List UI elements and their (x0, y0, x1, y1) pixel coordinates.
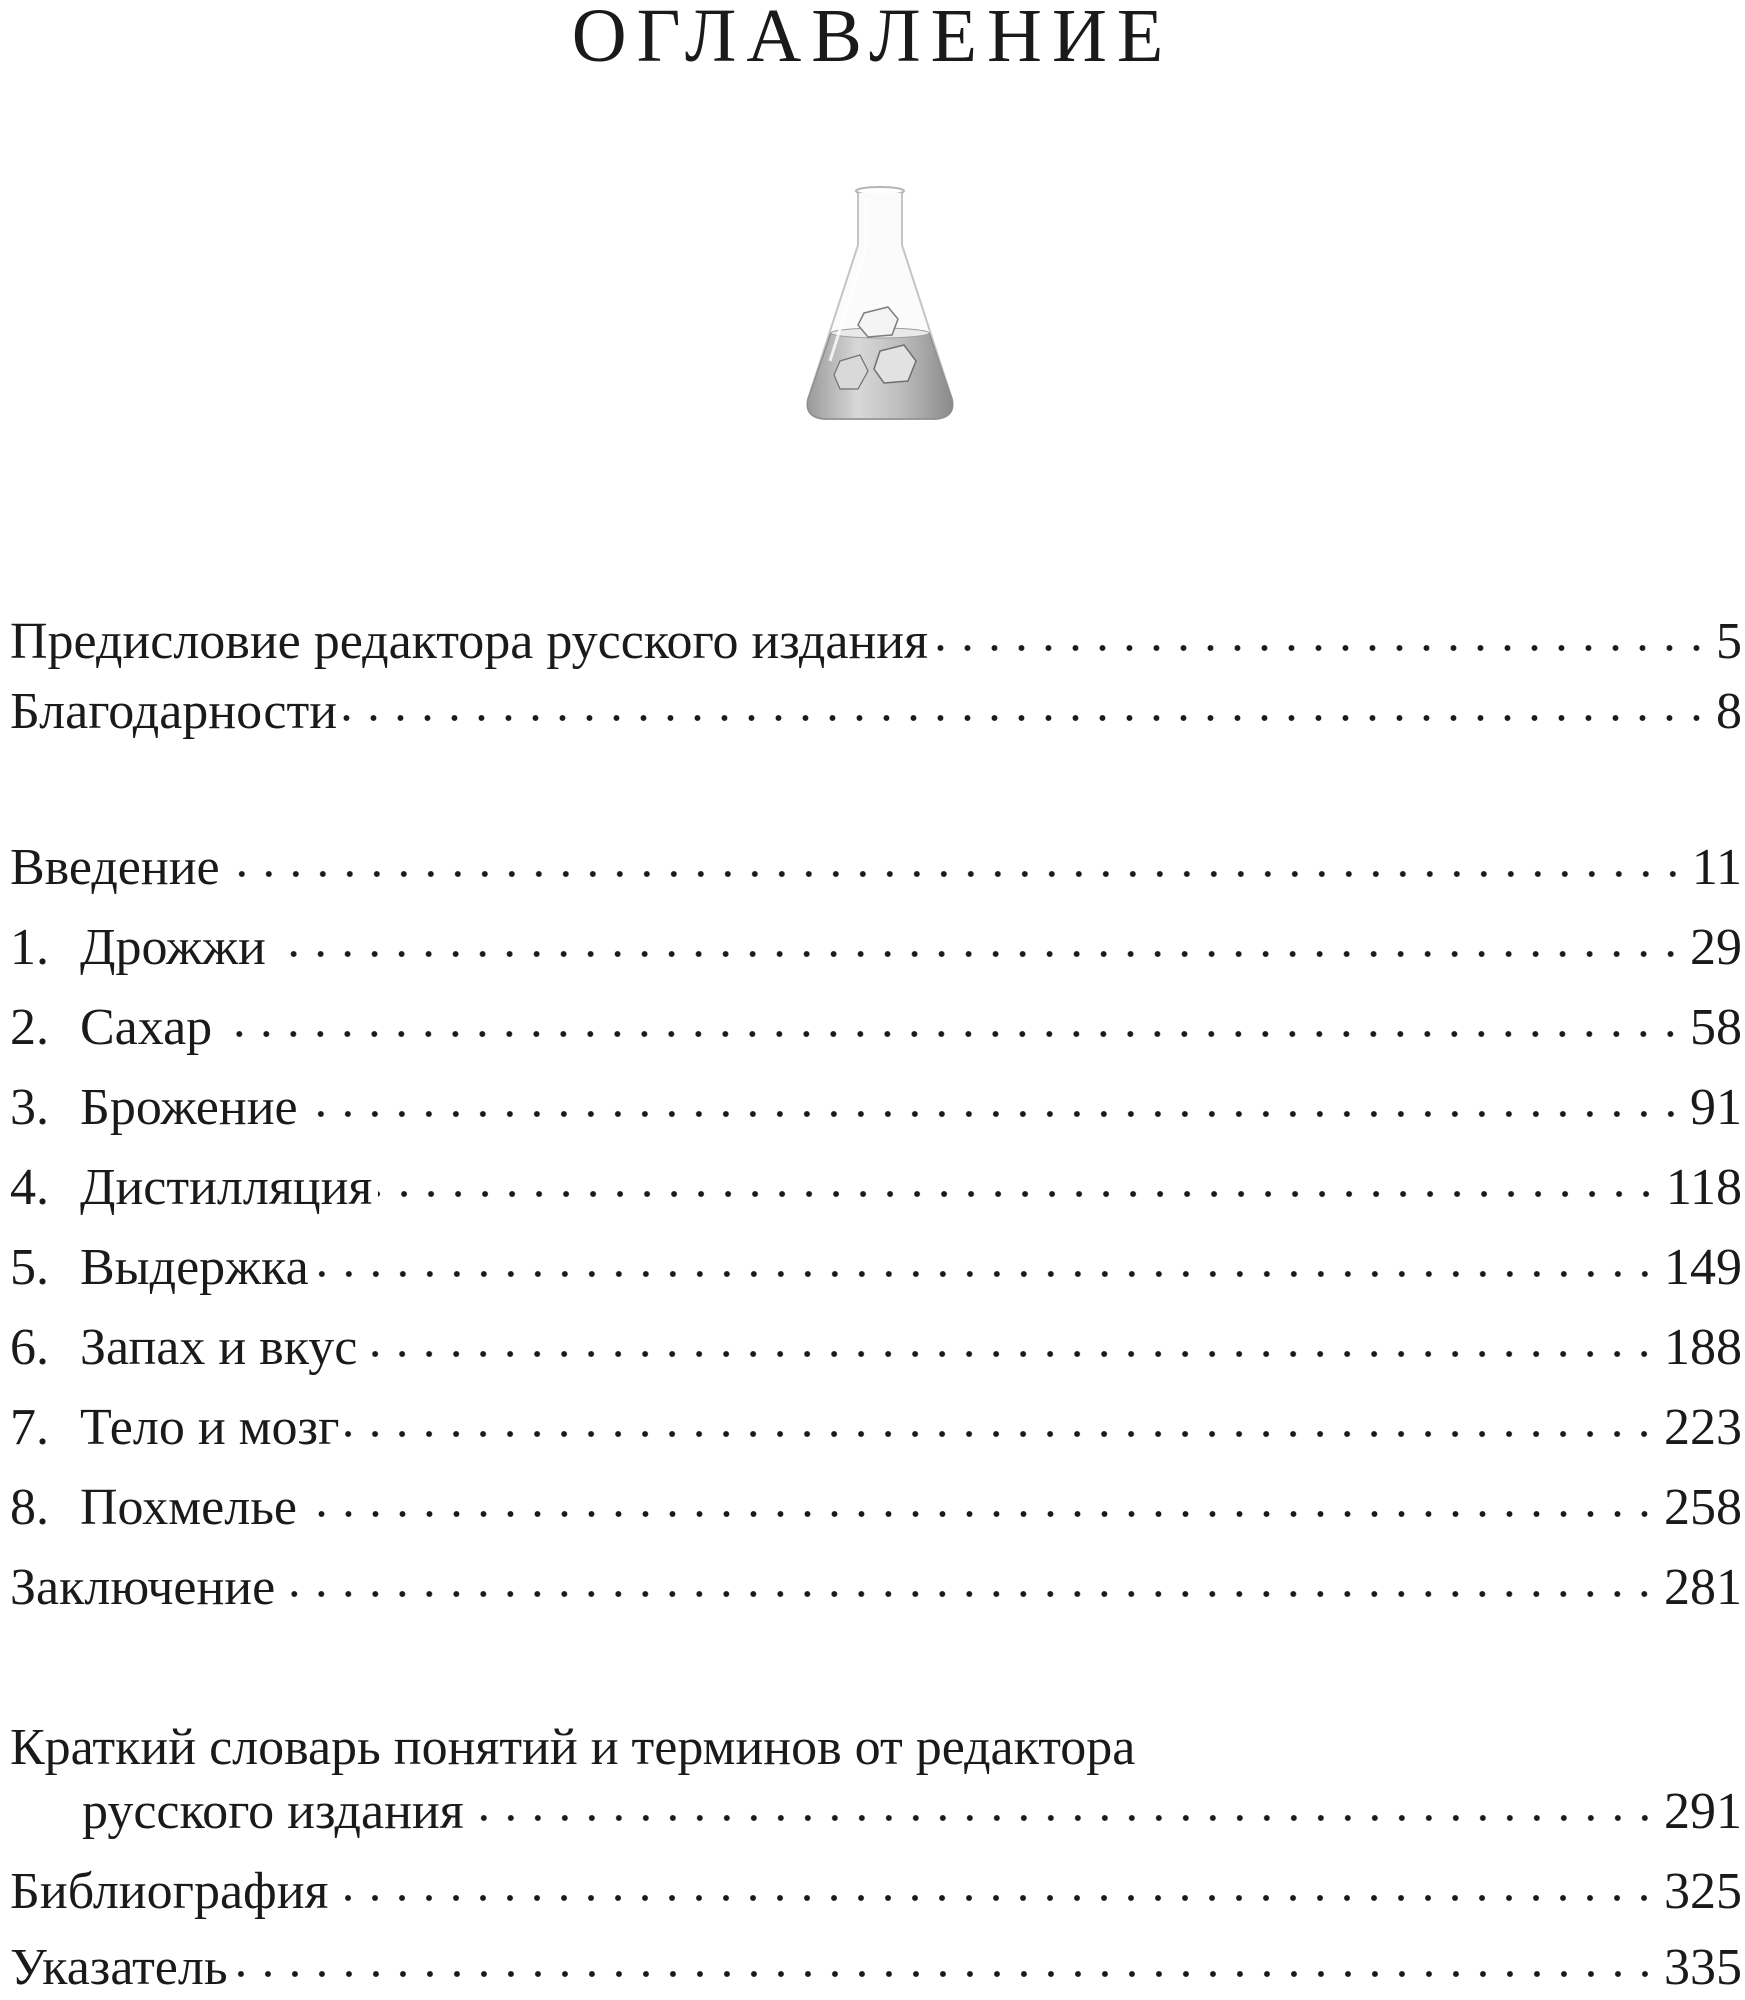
toc-entry-index[interactable] (10, 1938, 1742, 1998)
toc-entry-page: 325 (1664, 1863, 1742, 1920)
toc-entry-label: Запах и вкус (80, 1319, 358, 1376)
chapter-number: 7. (10, 1399, 49, 1456)
toc-entry-chapter-4[interactable] (10, 1158, 1742, 1218)
toc-entry-label: Указатель (10, 1939, 228, 1996)
toc-entry-page: 281 (1664, 1559, 1742, 1616)
toc-entry-chapter-8[interactable] (10, 1478, 1742, 1538)
leader-dots (934, 638, 1710, 658)
toc-entry-label: Брожение (80, 1079, 298, 1136)
toc-entry-chapter-2[interactable] (10, 998, 1742, 1058)
chapter-number: 2. (10, 999, 49, 1056)
leader-dots (363, 1344, 1658, 1364)
leader-dots (470, 1808, 1658, 1828)
chapter-number: 1. (10, 919, 49, 976)
toc-entry-page: 8 (1716, 683, 1742, 740)
toc-entry-page: 5 (1716, 613, 1742, 670)
toc-entry-bibliography[interactable] (10, 1862, 1742, 1922)
toc-entry-page: 188 (1664, 1319, 1742, 1376)
leader-dots (345, 1424, 1658, 1444)
leader-dots (272, 944, 1684, 964)
toc-entry-page: 91 (1690, 1079, 1742, 1136)
toc-entry-acknowledgements[interactable] (10, 682, 1742, 742)
page-title: ОГЛАВЛЕНИЕ (571, 0, 1174, 78)
toc-entry-conclusion[interactable] (10, 1558, 1742, 1618)
toc-entry-label: Сахар (80, 999, 213, 1056)
toc-entry-glossary[interactable] (10, 1782, 1742, 1842)
toc-entry-label: Предисловие редактора русского издания (10, 613, 929, 670)
toc-entry-page: 291 (1664, 1783, 1742, 1840)
toc-entry-chapter-6[interactable] (10, 1318, 1742, 1378)
leader-dots (334, 1888, 1658, 1908)
leader-dots (218, 1024, 1684, 1044)
toc-entry-chapter-1[interactable] (10, 918, 1742, 978)
toc-entry-foreword[interactable] (10, 612, 1742, 672)
toc-entry-glossary-line1[interactable]: Краткий словарь понятий и терминов от редактора (10, 1719, 1136, 1776)
toc-entry-chapter-3[interactable] (10, 1078, 1742, 1138)
leader-dots (281, 1584, 1658, 1604)
chapter-number: 5. (10, 1239, 49, 1296)
toc-entry-label: Тело и мозг (80, 1399, 340, 1456)
leader-dots (304, 1104, 1684, 1124)
leader-dots (234, 1964, 1658, 1984)
toc-entry-page: 223 (1664, 1399, 1742, 1456)
toc-entry-page: 11 (1691, 839, 1742, 896)
toc-entry-page: 258 (1664, 1479, 1742, 1536)
toc-entry-page: 29 (1690, 919, 1742, 976)
leader-dots (303, 1504, 1658, 1524)
toc-entry-page: 58 (1690, 999, 1742, 1056)
toc-entry-label: Заключение (10, 1559, 276, 1616)
toc-entry-page: 149 (1664, 1239, 1742, 1296)
leader-dots (226, 864, 1686, 884)
toc-entry-chapter-7[interactable] (10, 1398, 1742, 1458)
leader-dots (343, 708, 1710, 728)
toc-entry-label: Благодарности (10, 683, 338, 740)
toc-entry-label: Введение (10, 839, 220, 896)
chapter-number: 3. (10, 1079, 49, 1136)
toc-entry-chapter-5[interactable] (10, 1238, 1742, 1298)
chapter-number: 6. (10, 1319, 49, 1376)
toc-entry-label: Выдержка (80, 1239, 309, 1296)
chapter-number: 4. (10, 1159, 49, 1216)
toc-entry-label: Дистилляция (80, 1159, 373, 1216)
toc-entry-page: 335 (1664, 1939, 1742, 1996)
toc-entry-label: Библиография (10, 1863, 329, 1920)
toc-entry-label: Дрожжи (80, 919, 266, 976)
chapter-number: 8. (10, 1479, 49, 1536)
toc-entry-page: 118 (1665, 1159, 1742, 1216)
toc-entry-label: русского издания (82, 1783, 464, 1840)
toc-entry-introduction[interactable] (10, 838, 1742, 898)
flask-illustration (800, 185, 960, 435)
leader-dots (315, 1264, 1658, 1284)
leader-dots (378, 1184, 1660, 1204)
toc-entry-label: Похмелье (80, 1479, 297, 1536)
